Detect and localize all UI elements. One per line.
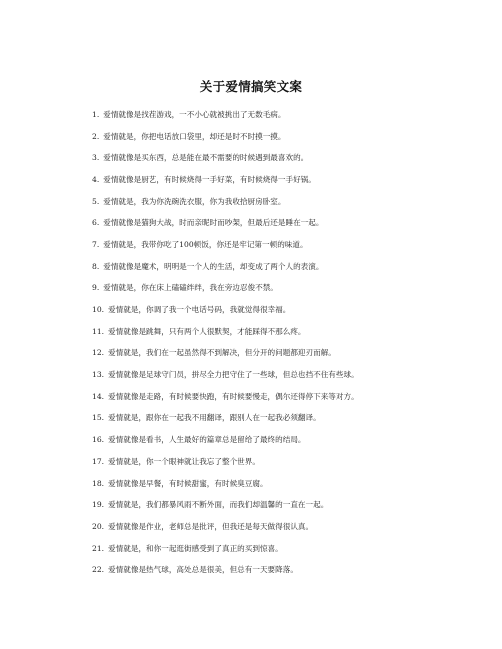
list-item bbox=[92, 408, 422, 430]
list-item-number: 9. bbox=[92, 283, 100, 293]
quote-list bbox=[92, 104, 422, 581]
list-item bbox=[92, 473, 422, 495]
list-item-text: 爱情就是，我为你洗碗洗衣服，你为我收拾厨房卧室。 bbox=[103, 196, 286, 206]
list-item-text: 爱情就像是早餐，有时候甜蜜，有时候臭豆腐。 bbox=[108, 478, 268, 488]
list-item-text: 爱情就像是跳舞，只有两个人很默契，才能踩得不那么疼。 bbox=[108, 326, 306, 336]
list-item-number: 15. bbox=[92, 413, 105, 423]
document-title: 关于爱情搞笑文案 bbox=[199, 79, 303, 94]
list-item-text: 爱情就像是足球守门员，拼尽全力把守住了一些球，但总也挡不住有些球。 bbox=[108, 370, 359, 380]
list-item-number: 6. bbox=[92, 218, 100, 228]
list-item-number: 11. bbox=[92, 326, 105, 336]
list-item-number: 18. bbox=[92, 478, 105, 488]
list-item-text: 爱情就是，你调了我一个电话号码，我就觉得很幸福。 bbox=[108, 305, 291, 315]
list-item-text: 爱情就像是猫狗大战，时而亲昵时而吵架，但最后还是睡在一起。 bbox=[103, 218, 324, 228]
list-item bbox=[92, 559, 422, 581]
list-item bbox=[92, 516, 422, 538]
list-item-number: 3. bbox=[92, 153, 100, 163]
list-item bbox=[92, 234, 422, 256]
list-item-text: 爱情就是，你在床上磕磕绊绊，我在旁边忍俊不禁。 bbox=[103, 283, 278, 293]
list-item bbox=[92, 321, 422, 343]
list-item bbox=[92, 126, 422, 148]
list-item-number: 7. bbox=[92, 239, 100, 249]
list-item-text: 爱情就像是走路，有时候要快跑，有时候要慢走，偶尔还得停下来等对方。 bbox=[108, 391, 359, 401]
list-item-number: 21. bbox=[92, 543, 105, 553]
list-item bbox=[92, 386, 422, 408]
list-item bbox=[92, 256, 422, 278]
list-item-text: 爱情就像是买东西，总是能在最不需要的时候遇到最喜欢的。 bbox=[103, 153, 309, 163]
list-item bbox=[92, 299, 422, 321]
list-item bbox=[92, 343, 422, 365]
list-item bbox=[92, 104, 422, 126]
list-item bbox=[92, 169, 422, 191]
list-item-number: 12. bbox=[92, 348, 105, 358]
list-item-number: 1. bbox=[92, 109, 100, 119]
list-item-number: 19. bbox=[92, 500, 105, 510]
list-item bbox=[92, 451, 422, 473]
list-item-text: 爱情就是，跟你在一起我不用翻译，跟别人在一起我必须翻译。 bbox=[108, 413, 321, 423]
list-item-text: 爱情就像是看书，人生最好的篇章总是留给了最终的结局。 bbox=[108, 435, 306, 445]
list-item-text: 爱情就是，和你一起逛街感受到了真正的买到惊喜。 bbox=[108, 543, 283, 553]
list-item-number: 10. bbox=[92, 305, 105, 315]
list-item-text: 爱情就是，你一个眼神就让我忘了整个世界。 bbox=[108, 456, 260, 466]
list-item-number: 13. bbox=[92, 370, 105, 380]
list-item-number: 17. bbox=[92, 456, 105, 466]
list-item bbox=[92, 364, 422, 386]
list-item-text: 爱情就像是找茬游戏，一不小心就被挑出了无数毛病。 bbox=[103, 109, 286, 119]
list-item-text: 爱情就像是魔术，明明是一个人的生活，却变成了两个人的表演。 bbox=[103, 261, 324, 271]
list-item-text: 爱情就是，我们在一起虽然得不到解决，但分开的问题都迎刃而解。 bbox=[108, 348, 336, 358]
list-item-number: 14. bbox=[92, 391, 105, 401]
list-item-text: 爱情就是，我们都暴风雨不断外面，而我们却温馨的一直在一起。 bbox=[108, 500, 329, 510]
list-item-text: 爱情就是，你把电话放口袋里，却还是时不时摸一摸。 bbox=[103, 131, 286, 141]
list-item bbox=[92, 278, 422, 300]
list-item-number: 5. bbox=[92, 196, 100, 206]
list-item-number: 22. bbox=[92, 565, 105, 575]
list-item-text: 爱情就像是热气球，高处总是很美，但总有一天要降落。 bbox=[108, 565, 298, 575]
list-item bbox=[92, 538, 422, 560]
list-item-number: 16. bbox=[92, 435, 105, 445]
list-item bbox=[92, 494, 422, 516]
list-item-text: 爱情就是，我带你吃了100顿饭，你还是牢记第一顿的味道。 bbox=[103, 239, 308, 249]
list-item bbox=[92, 147, 422, 169]
list-item-number: 20. bbox=[92, 521, 105, 531]
list-item-number: 2. bbox=[92, 131, 100, 141]
list-item-text: 爱情就像是作业，老师总是批评，但我还是每天做得很认真。 bbox=[108, 521, 314, 531]
list-item-number: 8. bbox=[92, 261, 100, 271]
list-item-number: 4. bbox=[92, 174, 100, 184]
list-item bbox=[92, 191, 422, 213]
list-item bbox=[92, 212, 422, 234]
list-item bbox=[92, 429, 422, 451]
list-item-text: 爱情就像是厨艺，有时候烧得一手好菜，有时候烧得一手好锅。 bbox=[103, 174, 316, 184]
